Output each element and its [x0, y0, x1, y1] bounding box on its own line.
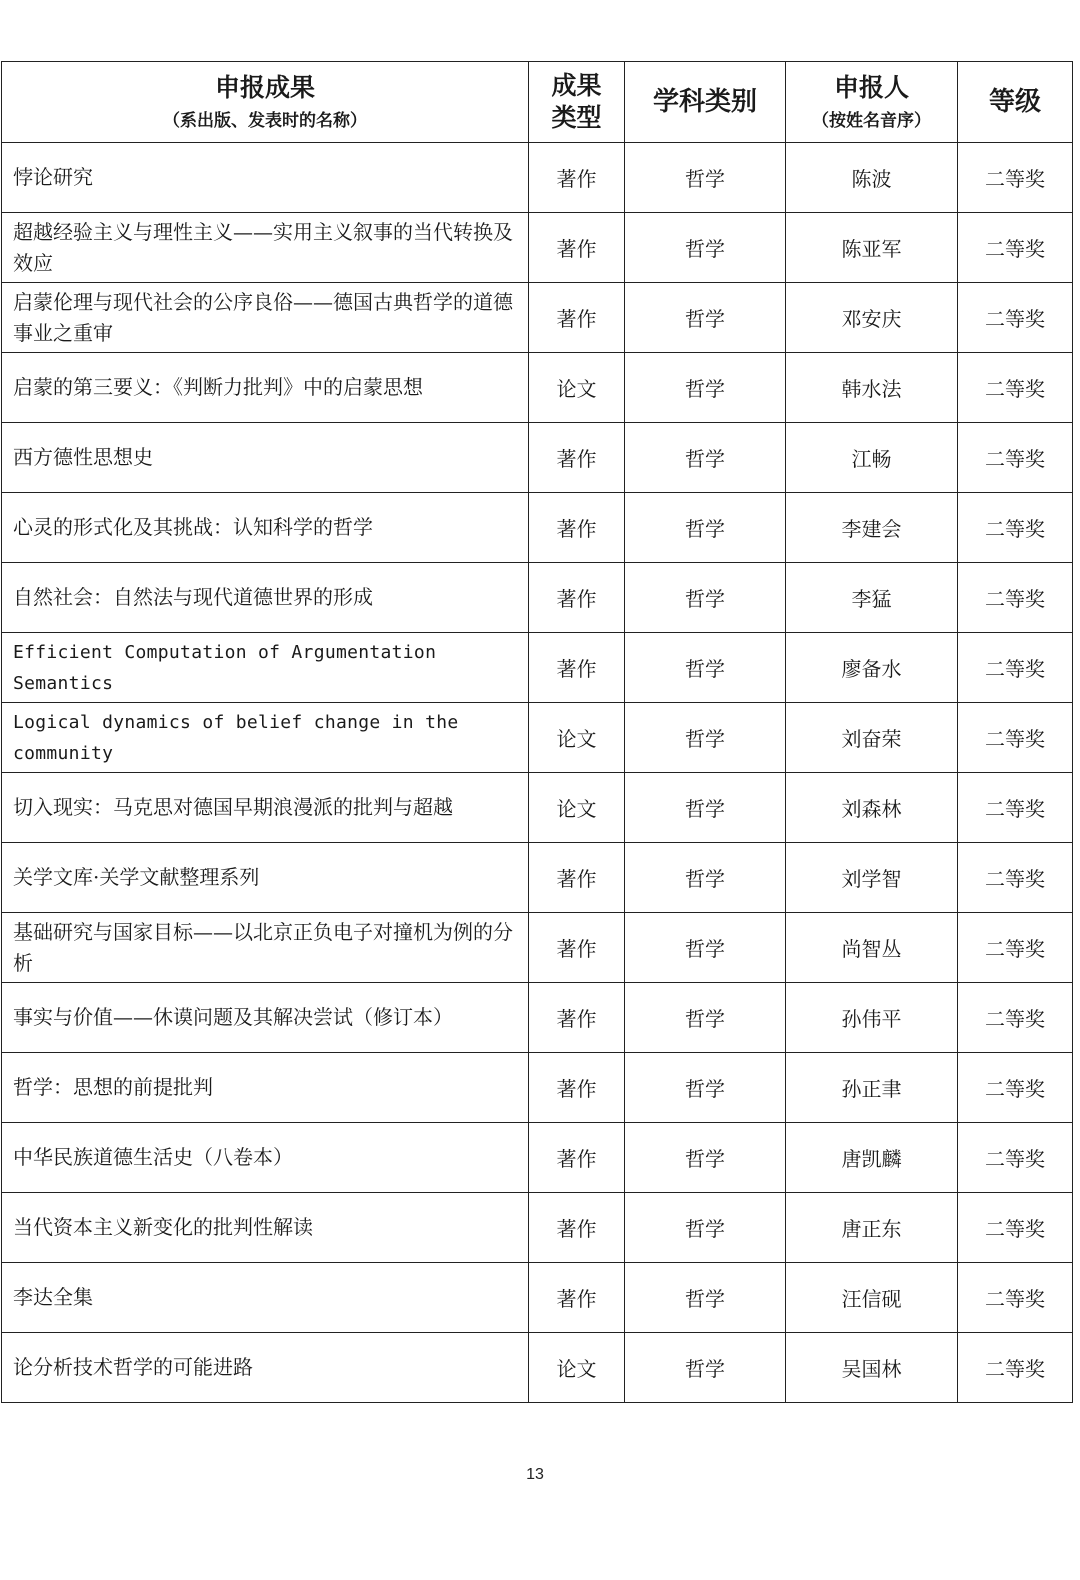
- table-row: [2, 1263, 1073, 1333]
- cell-type: 论文: [529, 703, 625, 773]
- cell-subject: 哲学: [625, 773, 786, 843]
- cell-subject: 哲学: [625, 843, 786, 913]
- cell-grade: 二等奖: [958, 213, 1073, 283]
- table-row: [2, 773, 1073, 843]
- header-subject: [625, 62, 786, 143]
- table-header: [2, 62, 1073, 143]
- cell-grade: 二等奖: [958, 983, 1073, 1053]
- header-author-sub: （按姓名音序）: [812, 110, 931, 131]
- table-row: [2, 143, 1073, 213]
- header-subject-label: 学科类别: [652, 87, 757, 117]
- cell-subject: 哲学: [625, 143, 786, 213]
- cell-grade: 二等奖: [958, 703, 1073, 773]
- cell-title: [2, 1123, 529, 1193]
- cell-grade: 二等奖: [958, 1123, 1073, 1193]
- cell-subject: 哲学: [625, 633, 786, 703]
- title-text: 基础研究与国家目标——以北京正负电子对撞机为例的分析: [13, 919, 513, 975]
- header-type-label: 成果类型: [551, 71, 602, 132]
- cell-author: 陈亚军: [786, 213, 958, 283]
- title-text: 超越经验主义与理性主义——实用主义叙事的当代转换及效应: [13, 219, 513, 275]
- cell-type: 著作: [529, 1123, 625, 1193]
- cell-grade: 二等奖: [958, 1263, 1073, 1333]
- title-text: 切入现实：马克思对德国早期浪漫派的批判与超越: [13, 795, 453, 819]
- table-body: [2, 143, 1073, 1403]
- cell-author: 李建会: [786, 493, 958, 563]
- cell-type: 著作: [529, 633, 625, 703]
- cell-type: 论文: [529, 353, 625, 423]
- cell-type: 著作: [529, 213, 625, 283]
- cell-author: 刘奋荣: [786, 703, 958, 773]
- cell-type: 著作: [529, 423, 625, 493]
- header-title-main: 申报成果: [214, 72, 315, 102]
- cell-author: 李猛: [786, 563, 958, 633]
- cell-author: 江畅: [786, 423, 958, 493]
- cell-author: 孙正聿: [786, 1053, 958, 1123]
- title-text: 心灵的形式化及其挑战：认知科学的哲学: [13, 515, 373, 539]
- table-row: [2, 913, 1073, 983]
- title-text: 自然社会：自然法与现代道德世界的形成: [13, 585, 373, 609]
- cell-subject: 哲学: [625, 353, 786, 423]
- title-text: 事实与价值——休谟问题及其解决尝试（修订本）: [13, 1005, 453, 1029]
- table-row: [2, 353, 1073, 423]
- cell-grade: 二等奖: [958, 423, 1073, 493]
- title-text: 当代资本主义新变化的批判性解读: [13, 1215, 313, 1239]
- cell-grade: 二等奖: [958, 1333, 1073, 1403]
- cell-type: 著作: [529, 563, 625, 633]
- cell-type: 著作: [529, 1193, 625, 1263]
- cell-title: [2, 633, 529, 703]
- header-author-main: 申报人: [833, 72, 909, 102]
- cell-type: 著作: [529, 843, 625, 913]
- table-row: [2, 493, 1073, 563]
- table-row: [2, 633, 1073, 703]
- cell-title: [2, 213, 529, 283]
- cell-author: 廖备水: [786, 633, 958, 703]
- table-row: [2, 213, 1073, 283]
- table-row: [2, 843, 1073, 913]
- cell-subject: 哲学: [625, 1263, 786, 1333]
- cell-title: [2, 283, 529, 353]
- table-row: [2, 1193, 1073, 1263]
- cell-grade: 二等奖: [958, 353, 1073, 423]
- cell-author: 刘森林: [786, 773, 958, 843]
- cell-grade: 二等奖: [958, 563, 1073, 633]
- header-title-sub: （系出版、发表时的名称）: [163, 110, 367, 131]
- title-text: 启蒙的第三要义：《判断力批判》中的启蒙思想: [13, 375, 423, 399]
- cell-author: 唐正东: [786, 1193, 958, 1263]
- cell-type: 著作: [529, 1263, 625, 1333]
- table-row: [2, 1333, 1073, 1403]
- cell-subject: 哲学: [625, 423, 786, 493]
- cell-type: 著作: [529, 143, 625, 213]
- table-row: [2, 983, 1073, 1053]
- cell-title: [2, 1333, 529, 1403]
- cell-type: 著作: [529, 913, 625, 983]
- cell-author: 孙伟平: [786, 983, 958, 1053]
- cell-type: 著作: [529, 493, 625, 563]
- page-number: 13: [526, 1466, 544, 1483]
- table-row: [2, 703, 1073, 773]
- cell-author: 唐凯麟: [786, 1123, 958, 1193]
- cell-subject: 哲学: [625, 913, 786, 983]
- cell-title: [2, 1193, 529, 1263]
- cell-title: [2, 703, 529, 773]
- cell-grade: 二等奖: [958, 143, 1073, 213]
- table-row: [2, 1053, 1073, 1123]
- cell-author: 陈波: [786, 143, 958, 213]
- title-text: 中华民族道德生活史（八卷本）: [13, 1145, 293, 1169]
- title-text: 西方德性思想史: [13, 445, 153, 469]
- table-row: [2, 563, 1073, 633]
- cell-subject: 哲学: [625, 1123, 786, 1193]
- cell-subject: 哲学: [625, 1053, 786, 1123]
- title-text: Logical dynamics of belief change in the community: [13, 711, 459, 764]
- cell-title: [2, 143, 529, 213]
- header-title: [2, 62, 529, 143]
- cell-subject: 哲学: [625, 1333, 786, 1403]
- cell-subject: 哲学: [625, 703, 786, 773]
- cell-type: 著作: [529, 983, 625, 1053]
- cell-grade: 二等奖: [958, 633, 1073, 703]
- cell-type: 论文: [529, 773, 625, 843]
- cell-title: [2, 843, 529, 913]
- cell-title: [2, 773, 529, 843]
- title-text: 启蒙伦理与现代社会的公序良俗——德国古典哲学的道德事业之重审: [13, 289, 513, 345]
- cell-author: 邓安庆: [786, 283, 958, 353]
- cell-grade: 二等奖: [958, 1053, 1073, 1123]
- cell-author: 吴国林: [786, 1333, 958, 1403]
- header-grade: [958, 62, 1073, 143]
- header-author: [786, 62, 958, 143]
- title-text: 关学文库·关学文献整理系列: [13, 865, 260, 889]
- cell-grade: 二等奖: [958, 773, 1073, 843]
- cell-grade: 二等奖: [958, 283, 1073, 353]
- cell-author: 韩水法: [786, 353, 958, 423]
- cell-author: 刘学智: [786, 843, 958, 913]
- cell-title: [2, 983, 529, 1053]
- cell-title: [2, 423, 529, 493]
- cell-author: 尚智丛: [786, 913, 958, 983]
- header-row: [2, 62, 1073, 143]
- table-row: [2, 1123, 1073, 1193]
- cell-title: [2, 493, 529, 563]
- title-text: 李达全集: [13, 1285, 93, 1309]
- cell-title: [2, 913, 529, 983]
- cell-grade: 二等奖: [958, 843, 1073, 913]
- cell-grade: 二等奖: [958, 913, 1073, 983]
- cell-title: [2, 353, 529, 423]
- cell-title: [2, 563, 529, 633]
- cell-subject: 哲学: [625, 213, 786, 283]
- cell-type: 论文: [529, 1333, 625, 1403]
- awards-table: [1, 61, 1073, 1403]
- header-type: [529, 62, 625, 143]
- cell-subject: 哲学: [625, 493, 786, 563]
- header-grade-label: 等级: [988, 87, 1041, 117]
- title-text: 悖论研究: [13, 165, 93, 189]
- cell-type: 著作: [529, 283, 625, 353]
- title-text: 哲学：思想的前提批判: [13, 1075, 213, 1099]
- cell-title: [2, 1053, 529, 1123]
- title-text: 论分析技术哲学的可能进路: [13, 1355, 253, 1379]
- cell-title: [2, 1263, 529, 1333]
- cell-subject: 哲学: [625, 1193, 786, 1263]
- cell-type: 著作: [529, 1053, 625, 1123]
- cell-subject: 哲学: [625, 983, 786, 1053]
- cell-author: 汪信砚: [786, 1263, 958, 1333]
- cell-subject: 哲学: [625, 563, 786, 633]
- table-row: [2, 283, 1073, 353]
- cell-subject: 哲学: [625, 283, 786, 353]
- cell-grade: 二等奖: [958, 1193, 1073, 1263]
- title-text: Efficient Computation of Argumentation Semantics: [13, 641, 437, 694]
- table-row: [2, 423, 1073, 493]
- cell-grade: 二等奖: [958, 493, 1073, 563]
